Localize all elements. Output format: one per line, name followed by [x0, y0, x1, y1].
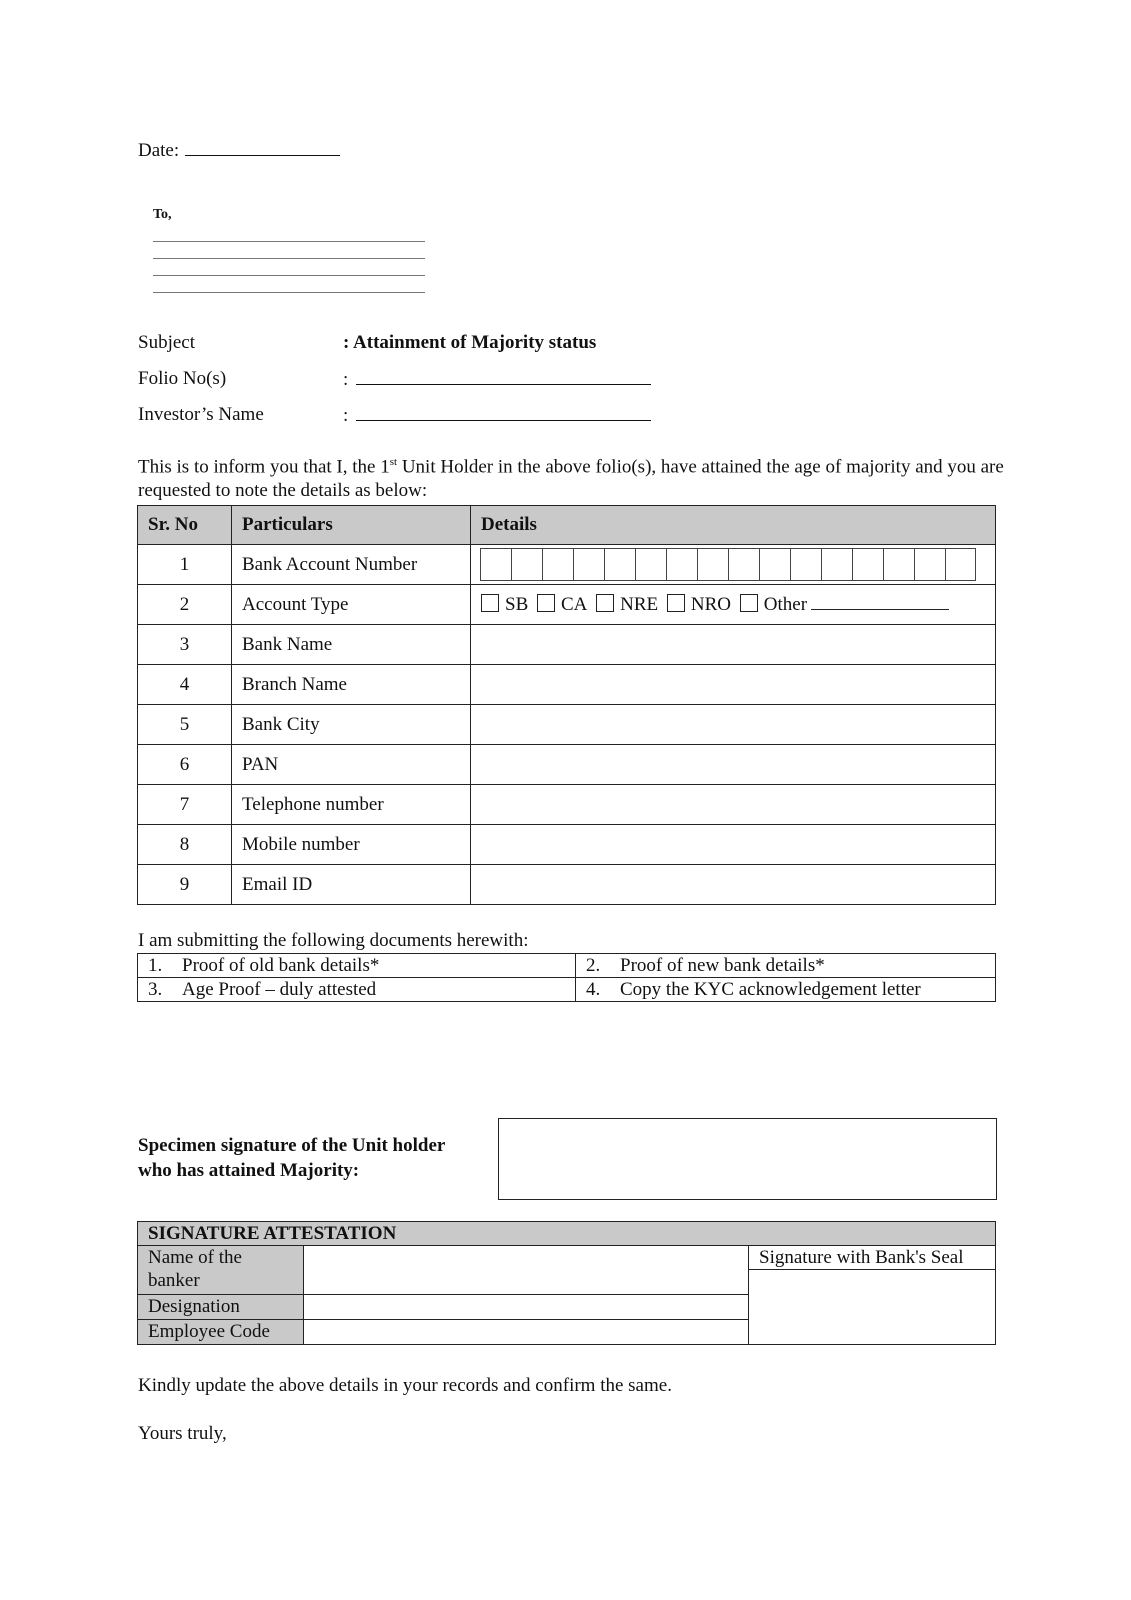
row-detail-field[interactable] — [471, 785, 996, 825]
details-table — [137, 505, 996, 905]
investor-colon: : — [343, 405, 349, 426]
row-particular: Bank City — [232, 705, 471, 745]
document-number: 3. — [148, 979, 163, 1000]
sb-checkbox[interactable] — [481, 594, 499, 612]
documents-row — [138, 978, 996, 1002]
signature-attestation-table — [137, 1221, 996, 1345]
row-detail-field[interactable] — [471, 825, 996, 865]
row-number: 5 — [138, 705, 232, 745]
document-item — [138, 978, 576, 1002]
document-text: Proof of new bank details* — [620, 955, 825, 976]
documents-heading: I am submitting the following documents herewith: — [138, 930, 529, 951]
row-number: 9 — [138, 865, 232, 905]
table-header-row — [138, 506, 996, 545]
folio-field — [343, 368, 651, 391]
nre-checkbox[interactable] — [596, 594, 614, 612]
designation-label: Designation — [138, 1295, 304, 1320]
row-number: 6 — [138, 745, 232, 785]
investor-blank-line[interactable] — [356, 404, 651, 421]
intro-text-2: Unit Holder in the above folio(s), have attained the age of majority and you are requested to note the details as below: — [138, 456, 1004, 502]
table-row — [138, 785, 996, 825]
row-particular: Email ID — [232, 865, 471, 905]
row-detail-field[interactable] — [471, 625, 996, 665]
attestation-title: SIGNATURE ATTESTATION — [138, 1222, 996, 1246]
investor-name-label: Investor’s Name — [138, 404, 264, 425]
specimen-signature-box[interactable] — [498, 1118, 997, 1200]
document-text: Copy the KYC acknowledgement letter — [620, 979, 921, 1000]
address-line[interactable] — [153, 241, 425, 242]
document-number: 2. — [586, 955, 601, 976]
closing-text: Kindly update the above details in your records and confirm the same. — [138, 1375, 672, 1396]
document-item — [576, 978, 996, 1002]
row-detail-field[interactable] — [471, 865, 996, 905]
account-number-boxes[interactable] — [471, 545, 996, 585]
row-number: 8 — [138, 825, 232, 865]
intro-superscript: st — [389, 456, 398, 468]
row-detail-field[interactable] — [471, 705, 996, 745]
date-blank-line[interactable] — [185, 137, 340, 156]
document-text: Proof of old bank details* — [182, 955, 380, 976]
bank-seal-label: Signature with Bank's Seal — [749, 1246, 996, 1270]
sb-label: SB — [505, 594, 529, 615]
employee-code-label: Employee Code — [138, 1320, 304, 1345]
ca-checkbox[interactable] — [537, 594, 555, 612]
table-row — [138, 825, 996, 865]
row-number: 1 — [138, 545, 232, 585]
investor-name-field — [343, 404, 651, 427]
table-row — [138, 545, 996, 585]
folio-colon: : — [343, 369, 349, 390]
specimen-label-line1: Specimen signature of the Unit holder — [138, 1135, 446, 1156]
banker-name-field[interactable] — [304, 1246, 749, 1295]
date-field — [138, 137, 340, 162]
address-line[interactable] — [153, 275, 425, 276]
employee-code-field[interactable] — [304, 1320, 749, 1345]
document-item — [138, 954, 576, 978]
address-line[interactable] — [153, 292, 425, 293]
row-detail-field[interactable] — [471, 665, 996, 705]
account-type-options — [471, 585, 996, 625]
table-row — [138, 745, 996, 785]
banker-name-label: Name of the banker — [138, 1246, 304, 1295]
row-particular: Branch Name — [232, 665, 471, 705]
header-sr-no: Sr. No — [138, 506, 232, 545]
nro-label: NRO — [690, 594, 732, 615]
subject-label: Subject — [138, 332, 195, 353]
specimen-signature-label — [138, 1133, 445, 1183]
folio-blank-line[interactable] — [356, 368, 651, 385]
specimen-label-line2: who has attained Majority: — [138, 1160, 360, 1181]
row-particular: Mobile number — [232, 825, 471, 865]
other-checkbox[interactable] — [740, 594, 758, 612]
document-text: Age Proof – duly attested — [182, 979, 377, 1000]
row-number: 3 — [138, 625, 232, 665]
date-label: Date: — [138, 140, 180, 161]
folio-label: Folio No(s) — [138, 368, 227, 389]
header-particulars: Particulars — [232, 506, 471, 545]
table-row — [138, 665, 996, 705]
intro-text-1: This is to inform you that I, the 1 — [138, 456, 390, 478]
row-number: 2 — [138, 585, 232, 625]
other-blank-line[interactable] — [811, 593, 949, 610]
designation-field[interactable] — [304, 1295, 749, 1320]
ca-label: CA — [561, 594, 588, 615]
row-particular: Telephone number — [232, 785, 471, 825]
intro-paragraph — [138, 450, 1008, 503]
header-details: Details — [471, 506, 996, 545]
address-line[interactable] — [153, 258, 425, 259]
document-item — [576, 954, 996, 978]
row-detail-field[interactable] — [471, 745, 996, 785]
row-particular: Account Type — [232, 585, 471, 625]
subject-value: : Attainment of Majority status — [343, 332, 597, 353]
table-row — [138, 705, 996, 745]
other-label: Other — [763, 594, 808, 615]
nre-label: NRE — [620, 594, 659, 615]
table-row — [138, 865, 996, 905]
document-number: 1. — [148, 955, 163, 976]
row-particular: Bank Account Number — [232, 545, 471, 585]
nro-checkbox[interactable] — [667, 594, 685, 612]
sign-off: Yours truly, — [138, 1423, 227, 1444]
documents-row — [138, 954, 996, 978]
table-row — [138, 585, 996, 625]
row-particular: PAN — [232, 745, 471, 785]
document-number: 4. — [586, 979, 601, 1000]
row-particular: Bank Name — [232, 625, 471, 665]
to-label: To, — [153, 207, 172, 222]
table-row — [138, 625, 996, 665]
bank-seal-box[interactable] — [749, 1270, 996, 1345]
documents-table — [137, 953, 996, 1002]
row-number: 7 — [138, 785, 232, 825]
row-number: 4 — [138, 665, 232, 705]
